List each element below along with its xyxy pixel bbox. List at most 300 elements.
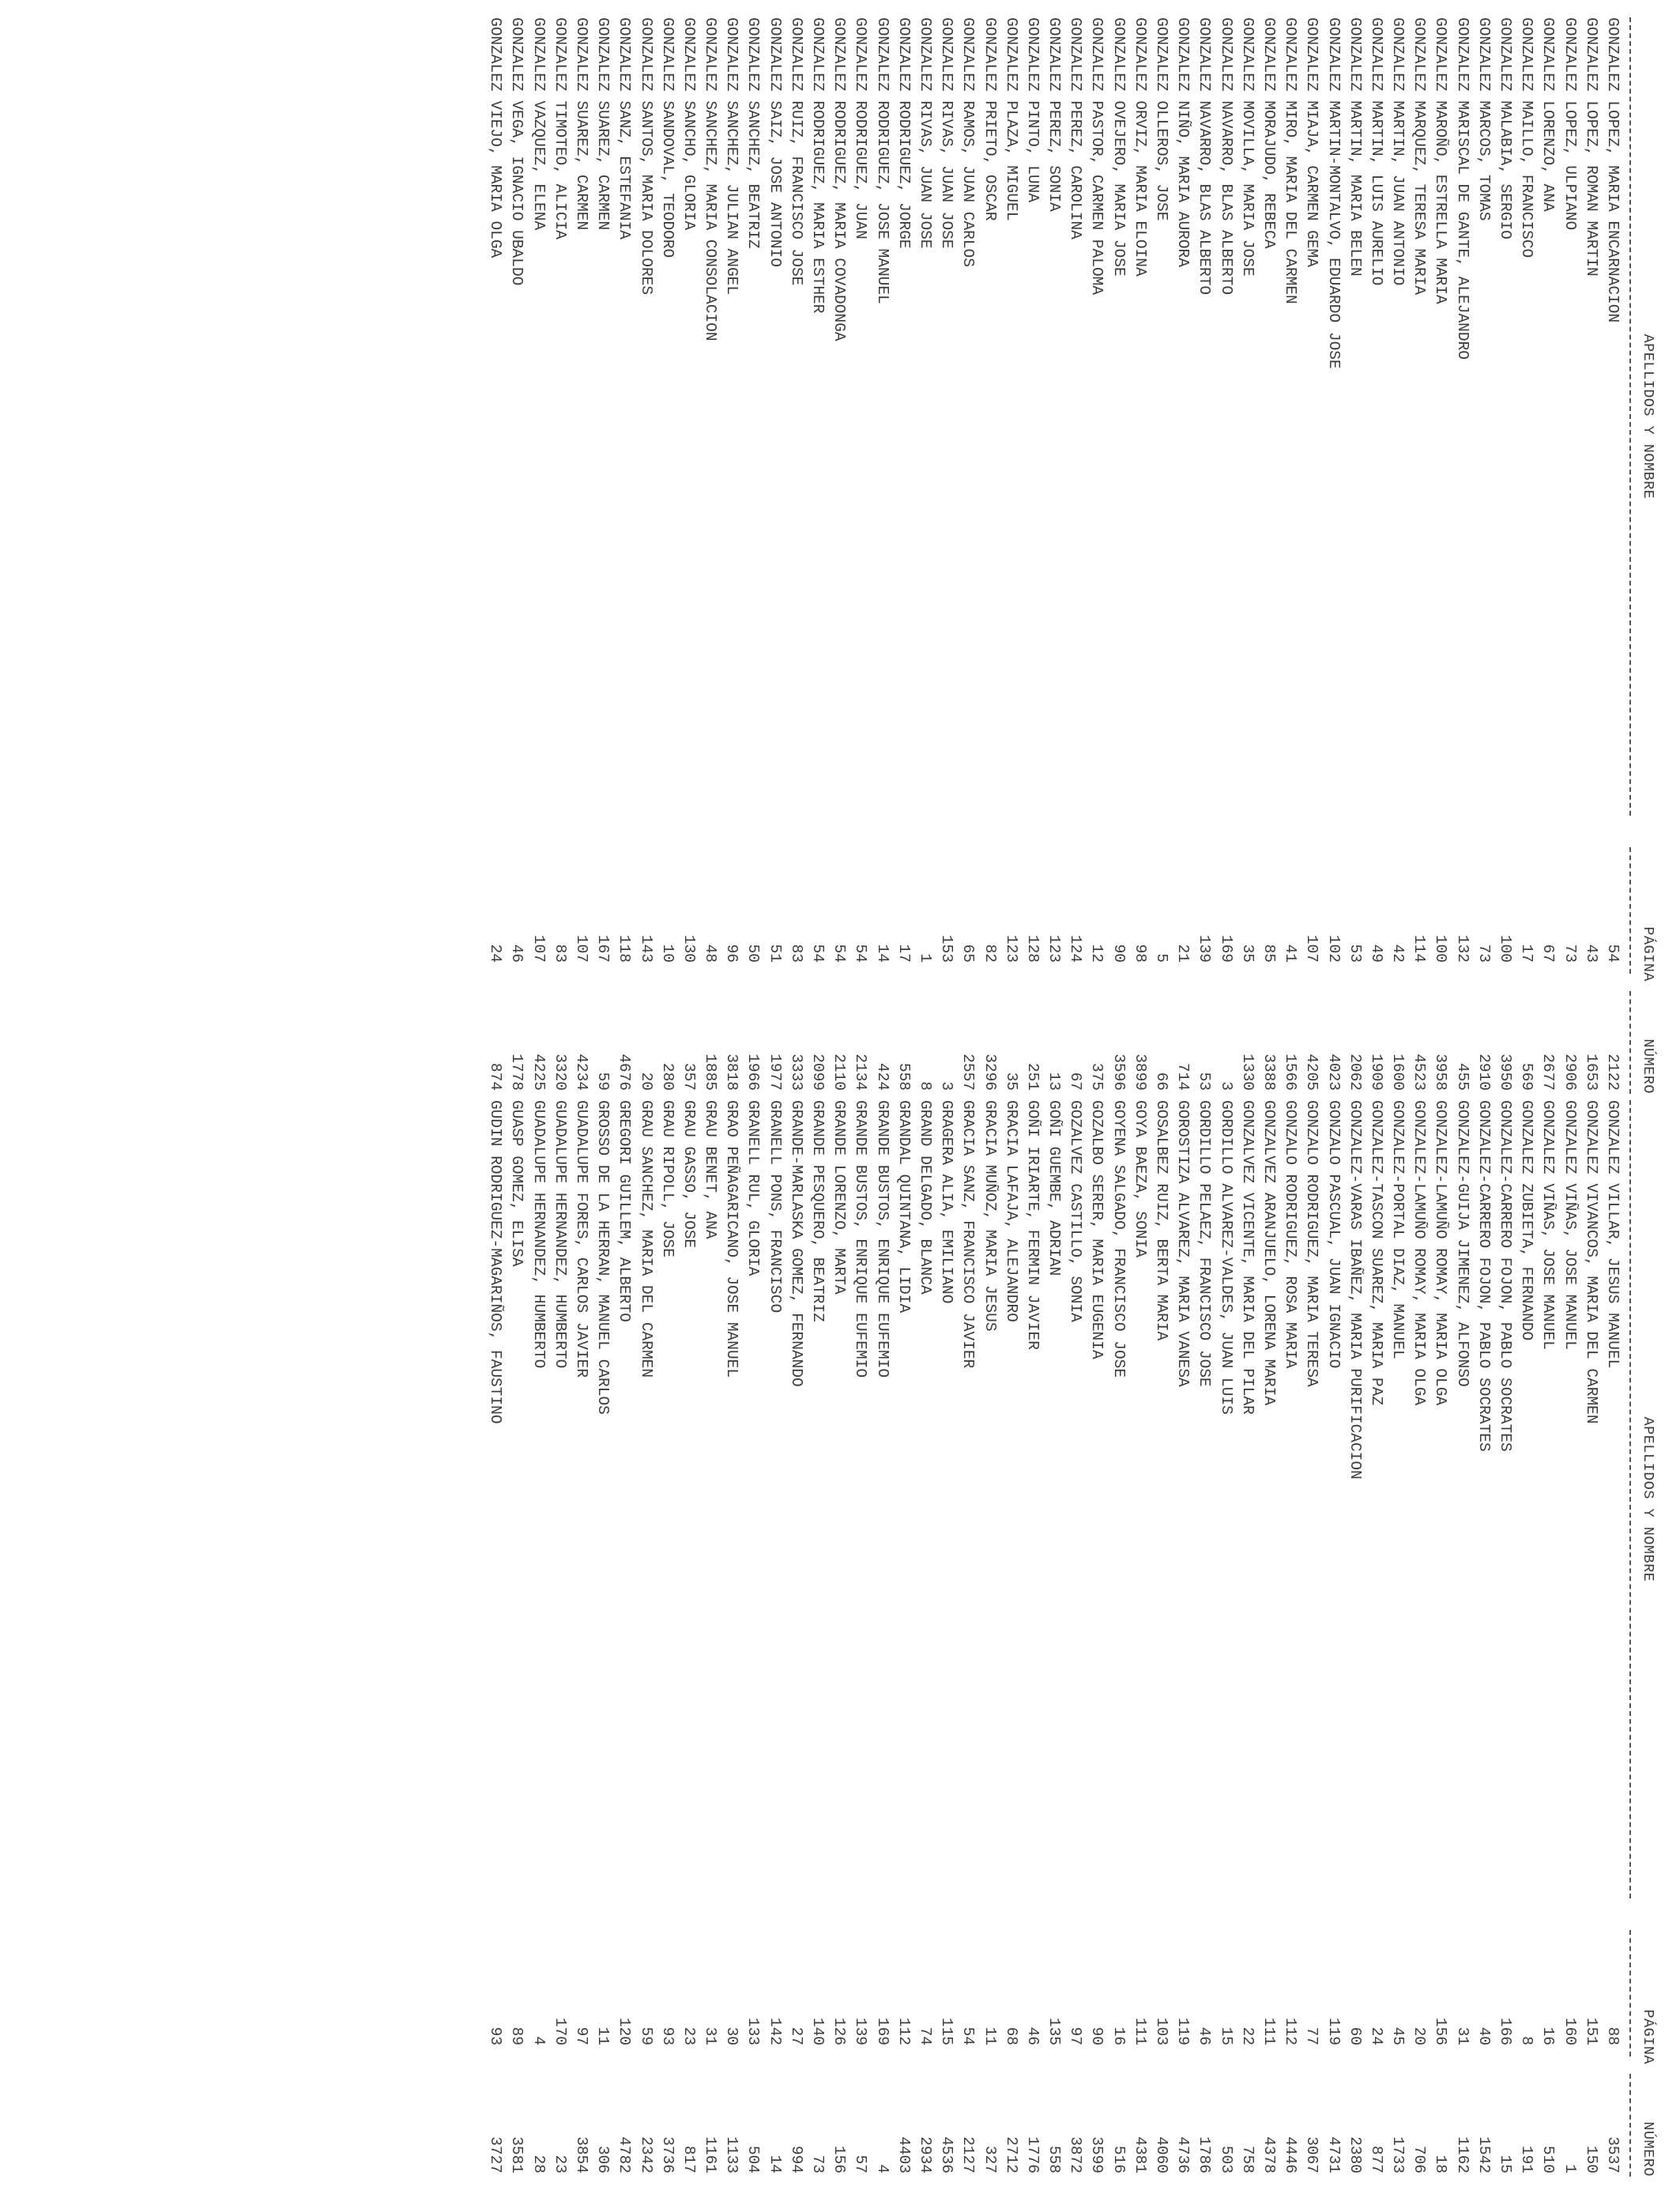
entry-page: 115 bbox=[938, 2017, 956, 2045]
entry-name: GONZALEZ RODRIGUEZ, MARIA ESTHER bbox=[809, 17, 827, 314]
entry-page: 48 bbox=[702, 944, 720, 963]
index-column-left bbox=[487, 17, 1666, 1094]
table-row bbox=[1558, 1100, 1580, 2177]
entry-name: GORDILLO PELAEZ, FRANCISCO JOSE bbox=[1196, 1100, 1214, 1387]
table-row bbox=[1301, 1100, 1322, 2177]
entry-name: GONZALEZ VAZQUEZ, ELENA bbox=[529, 17, 548, 231]
entry-number: 758 bbox=[1238, 2145, 1256, 2173]
entry-name: GONZALEZ RIVAS, JUAN JOSE bbox=[917, 17, 934, 249]
header-rule bbox=[1629, 2074, 1631, 2177]
entry-name: GONZALEZ MAROÑO, ESTRELLA MARIA bbox=[1432, 17, 1450, 304]
entry-name: GONZALEZ PEREZ, CAROLINA bbox=[1067, 17, 1085, 239]
table-row bbox=[1408, 17, 1430, 1094]
entry-number: 1 bbox=[1561, 2164, 1579, 2173]
entry-name: GRAU SANCHEZ, MARIA DEL CARMEN bbox=[637, 1100, 655, 1378]
table-row bbox=[1365, 17, 1387, 1094]
entry-page: 51 bbox=[766, 944, 784, 963]
entry-name: GONZALEZ RODRIGUEZ, JUAN bbox=[852, 17, 870, 239]
entry-page: 107 bbox=[529, 934, 548, 963]
table-row bbox=[484, 17, 506, 1094]
entry-page: 93 bbox=[487, 2026, 505, 2045]
entry-page: 88 bbox=[1604, 2026, 1622, 2045]
entry-name: GOZALBO SERER, MARIA EUGENIA bbox=[1088, 1100, 1106, 1359]
entry-number: 14 bbox=[766, 2154, 784, 2173]
entry-page: 41 bbox=[1282, 944, 1300, 963]
entry-number: 2677 bbox=[1539, 1054, 1558, 1091]
entry-page: 119 bbox=[1324, 2017, 1343, 2045]
entry-number: 1600 bbox=[1389, 1054, 1407, 1091]
entry-page: 139 bbox=[852, 2017, 870, 2045]
table-row bbox=[1516, 17, 1537, 1094]
column-header bbox=[1631, 1100, 1666, 2177]
entry-number: 4446 bbox=[1282, 2136, 1300, 2173]
entry-page: 14 bbox=[873, 944, 891, 963]
entry-name: GONZALEZ-TASCON SUAREZ, MARIA PAZ bbox=[1367, 1100, 1385, 1406]
header-rule bbox=[1629, 1930, 1631, 2056]
entry-name: GONZALEZ RIVAS, JUAN JOSE bbox=[938, 17, 956, 249]
table-row bbox=[1537, 1100, 1558, 2177]
entry-page: 85 bbox=[1260, 944, 1278, 963]
entry-number: 558 bbox=[895, 1062, 913, 1091]
entry-name: GONZALEZ SANCHO, GLORIA bbox=[680, 17, 698, 231]
entry-name: GONZALEZ VEGA, IGNACIO UBALDO bbox=[508, 17, 526, 286]
entry-number: 2099 bbox=[809, 1054, 827, 1091]
entry-name: GONZALEZ MARTIN-MONTALVO, EDUARDO JOSE bbox=[1324, 17, 1343, 369]
entry-name: GUADALUPE FORES, CARLOS JAVIER bbox=[573, 1100, 590, 1378]
entry-number: 4403 bbox=[895, 2136, 913, 2173]
entry-page: 93 bbox=[658, 2026, 676, 2045]
entry-page: 24 bbox=[487, 944, 505, 963]
entry-name: GONZALEZ OLLEROS, JOSE bbox=[1153, 17, 1171, 221]
table-row bbox=[1387, 17, 1408, 1094]
entry-name: GONZALEZ ORVIZ, MARIA ELOINA bbox=[1131, 17, 1149, 277]
entry-name: GONZALEZ SANZ, ESTEFANIA bbox=[616, 17, 634, 239]
entry-number: 73 bbox=[809, 2154, 827, 2173]
entry-number: 3899 bbox=[1131, 1054, 1149, 1091]
table-row bbox=[1258, 1100, 1279, 2177]
entry-page: 35 bbox=[1238, 944, 1256, 963]
entry-number: 2110 bbox=[831, 1054, 849, 1091]
entry-page: 102 bbox=[1324, 934, 1343, 963]
table-row bbox=[1237, 17, 1258, 1094]
entry-number: 558 bbox=[1045, 2145, 1064, 2173]
table-row bbox=[1215, 17, 1236, 1094]
entry-name: GONZALEZ NAVARRO, BLAS ALBERTO bbox=[1217, 17, 1235, 296]
entry-page: 17 bbox=[895, 944, 913, 963]
header-name: APELLIDOS Y NOMBRE bbox=[1640, 334, 1656, 499]
index-rows bbox=[484, 1100, 1623, 2177]
table-row bbox=[506, 17, 527, 1094]
entry-number: 357 bbox=[680, 1062, 698, 1091]
entry-page: 90 bbox=[1088, 2026, 1106, 2045]
entry-page: 54 bbox=[852, 944, 870, 963]
entry-name: GONZALEZ LOPEZ, ROMAN MARTIN bbox=[1582, 17, 1600, 277]
entry-number: 4731 bbox=[1324, 2136, 1343, 2173]
table-row bbox=[785, 1100, 807, 2177]
entry-name: GONZALEZ PINTO, LUNA bbox=[1023, 17, 1042, 203]
table-row bbox=[1022, 17, 1043, 1094]
entry-page: 68 bbox=[1002, 2026, 1020, 2045]
table-row bbox=[914, 17, 936, 1094]
entry-number: 714 bbox=[1174, 1062, 1192, 1091]
entry-page: 46 bbox=[1196, 2026, 1214, 2045]
entry-page: 60 bbox=[1346, 2026, 1364, 2045]
entry-number: 516 bbox=[1109, 2145, 1128, 2173]
entry-number: 150 bbox=[1582, 2145, 1600, 2173]
entry-name: GONZALEZ-PORTAL DIAZ, MANUEL bbox=[1389, 1100, 1407, 1359]
entry-name: GUADALUPE HERNANDEZ, HUMBERTO bbox=[529, 1100, 548, 1369]
entry-page: 54 bbox=[831, 944, 849, 963]
table-row bbox=[1193, 1100, 1215, 2177]
table-row bbox=[1108, 1100, 1129, 2177]
entry-page: 31 bbox=[1453, 2026, 1471, 2045]
entry-page: 43 bbox=[1582, 944, 1600, 963]
entry-number: 3950 bbox=[1497, 1054, 1515, 1091]
entry-name: GONZALO RODRIGUEZ, MARIA TERESA bbox=[1303, 1100, 1321, 1387]
entry-name: GONZALEZ VIEJO, MARIA OLGA bbox=[487, 17, 505, 258]
entry-name: GRAU BENET, ANA bbox=[702, 1100, 720, 1239]
entry-number: 2910 bbox=[1475, 1054, 1493, 1091]
entry-page: 97 bbox=[573, 2026, 590, 2045]
entry-page: 124 bbox=[1067, 934, 1085, 963]
entry-number: 1966 bbox=[744, 1054, 763, 1091]
entry-page: 114 bbox=[1411, 934, 1429, 963]
table-row bbox=[828, 1100, 849, 2177]
entry-name: GONZALEZ SANTOS, MARIA DOLORES bbox=[637, 17, 655, 296]
table-row bbox=[871, 17, 892, 1094]
entry-name: GONZALEZ SANCHEZ, JULIAN ANGEL bbox=[723, 17, 741, 296]
entry-number: 3958 bbox=[1432, 1054, 1450, 1091]
entry-number: 874 bbox=[487, 1062, 505, 1091]
table-row bbox=[1430, 17, 1451, 1094]
table-row bbox=[1494, 17, 1516, 1094]
entry-page: 23 bbox=[680, 2026, 698, 2045]
table-row bbox=[1344, 1100, 1365, 2177]
entry-page: 24 bbox=[1367, 2026, 1385, 2045]
table-row bbox=[1558, 17, 1580, 1094]
entry-page: 130 bbox=[680, 934, 698, 963]
entry-name: GONZALEZ-LAMUÑO ROMAY, MARIA OLGA bbox=[1432, 1100, 1450, 1406]
entry-number: 2122 bbox=[1604, 1054, 1622, 1091]
entry-name: GONZALEZ MIRO, MARIA DEL CARMEN bbox=[1282, 17, 1300, 304]
entry-number: 1733 bbox=[1389, 2136, 1407, 2173]
table-row bbox=[936, 17, 957, 1094]
entry-number: 3581 bbox=[508, 2136, 526, 2173]
entry-number: 13 bbox=[1045, 1072, 1064, 1091]
entry-number: 1977 bbox=[766, 1054, 784, 1091]
entry-number: 35 bbox=[1002, 1072, 1020, 1091]
header-name: APELLIDOS Y NOMBRE bbox=[1640, 1416, 1656, 1582]
entry-name: GONZALEZ RODRIGUEZ, MARIA COVADONGA bbox=[831, 17, 849, 341]
entry-number: 3872 bbox=[1067, 2136, 1085, 2173]
entry-number: 1133 bbox=[723, 2136, 741, 2173]
entry-name: GONZALVEZ ARANJUELO, LORENA MARIA bbox=[1260, 1100, 1278, 1406]
entry-page: 120 bbox=[616, 2017, 634, 2045]
entry-page: 97 bbox=[1067, 2026, 1085, 2045]
entry-page: 15 bbox=[1217, 2026, 1235, 2045]
table-row bbox=[893, 1100, 914, 2177]
entry-name: GRANELL PONS, FRANCISCO bbox=[766, 1100, 784, 1314]
entry-number: 3 bbox=[938, 1081, 956, 1091]
table-row bbox=[1494, 1100, 1516, 2177]
table-row bbox=[1064, 1100, 1086, 2177]
header-page: PÁGINA bbox=[1640, 926, 1656, 982]
entry-name: GUADALUPE HERNANDEZ, HUMBERTO bbox=[551, 1100, 569, 1369]
entry-number: 706 bbox=[1411, 2145, 1429, 2173]
entry-number: 4023 bbox=[1324, 1054, 1343, 1091]
entry-name: GRAU GASSO, JOSE bbox=[680, 1100, 698, 1249]
entry-page: 1 bbox=[917, 953, 934, 963]
entry-name: GONZALEZ MORAJUDO, REBECA bbox=[1260, 17, 1278, 249]
table-row bbox=[957, 17, 978, 1094]
table-row bbox=[1043, 17, 1064, 1094]
table-row bbox=[1602, 1100, 1623, 2177]
entry-page: 107 bbox=[573, 934, 590, 963]
entry-page: 31 bbox=[702, 2026, 720, 2045]
entry-number: 994 bbox=[787, 2145, 805, 2173]
entry-name: GOROSTIZA ALVAREZ, MARIA VANESA bbox=[1174, 1100, 1192, 1387]
entry-number: 4381 bbox=[1131, 2136, 1149, 2173]
entry-number: 4234 bbox=[573, 1054, 590, 1091]
entry-page: 100 bbox=[1497, 934, 1515, 963]
table-row bbox=[484, 1100, 506, 2177]
table-row bbox=[764, 1100, 785, 2177]
entry-number: 2712 bbox=[1002, 2136, 1020, 2173]
entry-name: GRANDAL QUINTANA, LIDIA bbox=[895, 1100, 913, 1314]
entry-name: GONZALEZ MOVILLA, MARIA JOSE bbox=[1238, 17, 1256, 277]
entry-page: 5 bbox=[1153, 953, 1171, 963]
table-row bbox=[549, 17, 571, 1094]
entry-page: 46 bbox=[508, 944, 526, 963]
table-row bbox=[1151, 1100, 1172, 2177]
entry-number: 191 bbox=[1518, 2145, 1536, 2173]
table-row bbox=[785, 17, 807, 1094]
entry-name: GORDILLO ALVAREZ-VALDES, JUAN LUIS bbox=[1217, 1100, 1235, 1415]
entry-name: GONZALEZ SANCHEZ, BEATRIZ bbox=[744, 17, 763, 249]
entry-number: 375 bbox=[1088, 1062, 1106, 1091]
entry-page: 167 bbox=[594, 934, 612, 963]
entry-name: GRACIA MUÑOZ, MARIA JESUS bbox=[981, 1100, 999, 1332]
table-row bbox=[978, 1100, 1000, 2177]
entry-name: GRANDE LORENZO, MARTA bbox=[831, 1100, 849, 1295]
entry-page: 170 bbox=[551, 2017, 569, 2045]
header-rule bbox=[1629, 991, 1631, 1094]
header-number: NÚMERO bbox=[1640, 2121, 1656, 2177]
entry-page: 11 bbox=[594, 2026, 612, 2045]
entry-name: GRANDE BUSTOS, ENRIQUE EUFEMIO bbox=[852, 1100, 870, 1378]
entry-page: 96 bbox=[723, 944, 741, 963]
table-row bbox=[1108, 17, 1129, 1094]
table-row bbox=[742, 17, 763, 1094]
entry-page: 123 bbox=[1045, 934, 1064, 963]
entry-name: GONZALEZ LOPEZ, MARIA ENCARNACION bbox=[1604, 17, 1622, 323]
table-row bbox=[1172, 1100, 1193, 2177]
table-row bbox=[635, 1100, 656, 2177]
entry-name: GRAGERA ALIA, EMILIANO bbox=[938, 1100, 956, 1304]
entry-page: 160 bbox=[1561, 2017, 1579, 2045]
entry-number: 3596 bbox=[1109, 1054, 1128, 1091]
entry-page: 112 bbox=[895, 2017, 913, 2045]
table-row bbox=[506, 1100, 527, 2177]
header-rule bbox=[1629, 17, 1631, 816]
entry-page: 139 bbox=[1196, 934, 1214, 963]
entry-page: 11 bbox=[981, 2026, 999, 2045]
entry-name: GRAND DELGADO, BLANCA bbox=[917, 1100, 934, 1295]
entry-number: 3818 bbox=[723, 1054, 741, 1091]
entry-number: 424 bbox=[873, 1062, 891, 1091]
table-row bbox=[1322, 17, 1343, 1094]
entry-number: 3736 bbox=[658, 2136, 676, 2173]
entry-name: GONZALEZ MARCOS, TOMAS bbox=[1475, 17, 1493, 221]
entry-number: 817 bbox=[680, 2145, 698, 2173]
table-row bbox=[807, 1100, 828, 2177]
entry-number: 15 bbox=[1497, 2154, 1515, 2173]
table-row bbox=[657, 17, 678, 1094]
table-row bbox=[871, 1100, 892, 2177]
entry-number: 1653 bbox=[1582, 1054, 1600, 1091]
entry-number: 1776 bbox=[1023, 2136, 1042, 2173]
entry-page: 111 bbox=[1260, 2017, 1278, 2045]
table-row bbox=[1129, 1100, 1151, 2177]
table-row bbox=[936, 1100, 957, 2177]
header-rule bbox=[1629, 1100, 1631, 1898]
entry-page: 30 bbox=[723, 2026, 741, 2045]
table-row bbox=[678, 1100, 699, 2177]
entry-page: 123 bbox=[1002, 934, 1020, 963]
entry-number: 1566 bbox=[1282, 1054, 1300, 1091]
entry-page: 54 bbox=[809, 944, 827, 963]
table-row bbox=[1086, 1100, 1107, 2177]
table-row bbox=[678, 17, 699, 1094]
entry-number: 4225 bbox=[529, 1054, 548, 1091]
entry-number: 877 bbox=[1367, 2145, 1385, 2173]
entry-page: 73 bbox=[1475, 944, 1493, 963]
entry-page: 74 bbox=[917, 2026, 934, 2045]
entry-number: 1161 bbox=[702, 2136, 720, 2173]
entry-name: GRANDE BUSTOS, ENRIQUE EUFEMIO bbox=[873, 1100, 891, 1378]
entry-page: 128 bbox=[1023, 934, 1042, 963]
table-row bbox=[1452, 1100, 1473, 2177]
table-row bbox=[1301, 17, 1322, 1094]
entry-page: 133 bbox=[744, 2017, 763, 2045]
entry-name: GONZALEZ-CARRERO FOJON, PABLO SOCRATES bbox=[1497, 1100, 1515, 1452]
table-row bbox=[1473, 1100, 1494, 2177]
entry-name: GREGORI GUILLEM, ALBERTO bbox=[616, 1100, 634, 1322]
entry-name: GRACIA SANZ, FRANCISCO JAVIER bbox=[959, 1100, 977, 1369]
entry-number: 3 bbox=[1217, 1081, 1235, 1091]
entry-name: GONZALEZ MARQUEZ, TERESA MARIA bbox=[1411, 17, 1429, 296]
table-row bbox=[807, 17, 828, 1094]
entry-page: 73 bbox=[1561, 944, 1579, 963]
entry-page: 45 bbox=[1389, 2026, 1407, 2045]
entry-page: 67 bbox=[1539, 944, 1558, 963]
table-row bbox=[699, 17, 721, 1094]
entry-page: 49 bbox=[1367, 944, 1385, 963]
entry-page: 98 bbox=[1131, 944, 1149, 963]
entry-number: 2557 bbox=[959, 1054, 977, 1091]
table-row bbox=[1580, 17, 1602, 1094]
entry-number: 3067 bbox=[1303, 2136, 1321, 2173]
entry-page: 50 bbox=[744, 944, 763, 963]
entry-page: 143 bbox=[637, 934, 655, 963]
entry-number: 23 bbox=[551, 2154, 569, 2173]
entry-page: 53 bbox=[1346, 944, 1364, 963]
entry-name: GOSALBEZ RUIZ, BERTA MARIA bbox=[1153, 1100, 1171, 1341]
entry-page: 16 bbox=[1109, 2026, 1128, 2045]
entry-number: 504 bbox=[744, 2145, 763, 2173]
entry-number: 510 bbox=[1539, 2145, 1558, 2173]
entry-name: GONZALEZ RUIZ, FRANCISCO JOSE bbox=[787, 17, 805, 286]
entry-name: GONZALEZ VIÑAS, JOSE MANUEL bbox=[1539, 1100, 1558, 1350]
entry-name: GONZALEZ PASTOR, CARMEN PALOMA bbox=[1088, 17, 1106, 296]
entry-number: 2062 bbox=[1346, 1054, 1364, 1091]
entry-number: 503 bbox=[1217, 2145, 1235, 2173]
entry-name: GONZALEZ-CARRERO FOJON, PABLO SOCRATES bbox=[1475, 1100, 1493, 1452]
table-row bbox=[1043, 1100, 1064, 2177]
entry-name: GONZALEZ OVEJERO, MARIA JOSE bbox=[1109, 17, 1128, 277]
entry-number: 4523 bbox=[1411, 1054, 1429, 1091]
table-row bbox=[764, 17, 785, 1094]
table-row bbox=[1322, 1100, 1343, 2177]
entry-page: 156 bbox=[1432, 2017, 1450, 2045]
entry-number: 1909 bbox=[1367, 1054, 1385, 1091]
table-row bbox=[592, 17, 613, 1094]
entry-name: GONZALEZ-LAMUÑO ROMAY, MARIA OLGA bbox=[1411, 1100, 1429, 1406]
table-row bbox=[1237, 1100, 1258, 2177]
header-rule bbox=[1629, 847, 1631, 974]
table-row bbox=[1193, 17, 1215, 1094]
table-row bbox=[1086, 17, 1107, 1094]
entry-number: 1162 bbox=[1453, 2136, 1471, 2173]
entry-number: 327 bbox=[981, 2145, 999, 2173]
entry-page: 65 bbox=[959, 944, 977, 963]
table-row bbox=[914, 1100, 936, 2177]
entry-name: GONZALEZ VILLAR, JESUS MANUEL bbox=[1604, 1100, 1622, 1369]
entry-page: 118 bbox=[616, 934, 634, 963]
entry-number: 66 bbox=[1153, 1072, 1171, 1091]
entry-page: 27 bbox=[787, 2026, 805, 2045]
entry-name: GRACIA LAFAJA, ALEJANDRO bbox=[1002, 1100, 1020, 1322]
table-row bbox=[957, 1100, 978, 2177]
entry-number: 3537 bbox=[1604, 2136, 1622, 2173]
entry-name: GONZALEZ SAIZ, JOSE ANTONIO bbox=[766, 17, 784, 267]
entry-number: 4676 bbox=[616, 1054, 634, 1091]
entry-number: 2934 bbox=[917, 2136, 934, 2173]
entry-page: 100 bbox=[1432, 934, 1450, 963]
entry-name: GONZALEZ NAVARRO, BLAS ALBERTO bbox=[1196, 17, 1214, 296]
entry-name: GONZALEZ VIVANCOS, MARIA DEL CARMEN bbox=[1582, 1100, 1600, 1424]
entry-page: 119 bbox=[1174, 2017, 1192, 2045]
entry-page: 12 bbox=[1088, 944, 1106, 963]
entry-page: 82 bbox=[981, 944, 999, 963]
entry-number: 569 bbox=[1518, 1062, 1536, 1091]
entry-name: GONZALEZ MARISCAL DE GANTE, ALEJANDRO bbox=[1453, 17, 1471, 360]
entry-page: 112 bbox=[1282, 2017, 1300, 2045]
entry-number: 156 bbox=[831, 2145, 849, 2173]
entry-number: 8 bbox=[917, 1081, 934, 1091]
table-row bbox=[571, 17, 592, 1094]
entry-name: GONZALEZ MARTIN, JUAN ANTONIO bbox=[1389, 17, 1407, 286]
entry-name: GONZALEZ RODRIGUEZ, JOSE MANUEL bbox=[873, 17, 891, 304]
entry-name: GONZALO RODRIGUEZ, ROSA MARIA bbox=[1282, 1100, 1300, 1369]
entry-page: 169 bbox=[873, 2017, 891, 2045]
entry-number: 1542 bbox=[1475, 2136, 1493, 2173]
entry-number: 3599 bbox=[1088, 2136, 1106, 2173]
entry-name: GONZALEZ LOPEZ, ULPIANO bbox=[1561, 17, 1579, 231]
entry-page: 89 bbox=[508, 2026, 526, 2045]
entry-number: 2380 bbox=[1346, 2136, 1364, 2173]
entry-number: 2127 bbox=[959, 2136, 977, 2173]
